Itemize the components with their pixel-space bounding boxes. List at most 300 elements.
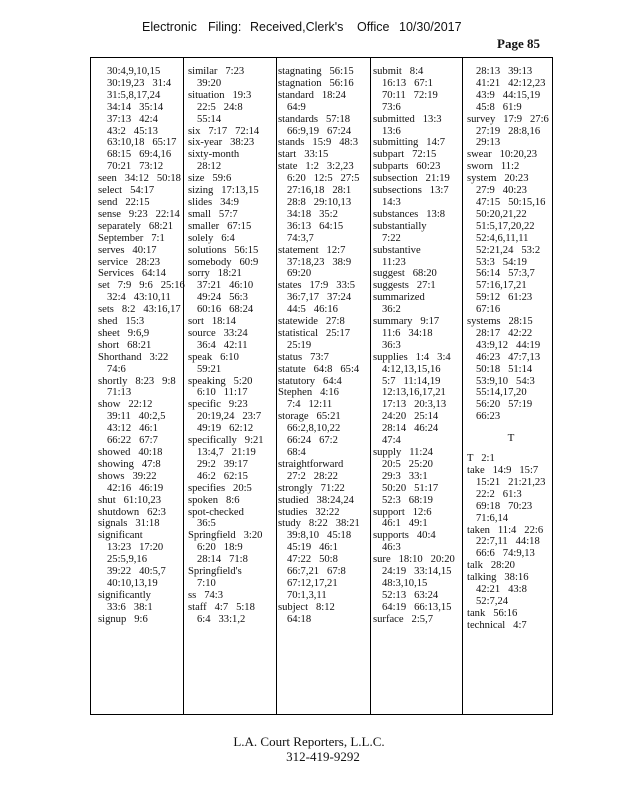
page-references: 45:8 61:9 [476,101,522,113]
index-entry [188,495,276,507]
index-entry-first-line [373,530,461,542]
index-entry [467,316,555,423]
index-term: shortly [98,375,128,387]
page-references: 64:9 [287,101,306,113]
page-references: 69:20 [287,268,312,280]
page-references: 74:3 [196,589,224,601]
index-entry [188,149,276,173]
page-references: 64:4 [315,375,342,387]
index-entry-first-line [373,507,461,519]
page-references: 52:4,6,11,11 [476,232,529,244]
index-entry [98,340,186,352]
page-number: Page 85 [497,36,540,51]
page-references: 66:24 67:2 [287,435,338,447]
filing-received: Received,Clerk's [250,20,344,34]
index-entry-first-line [278,149,366,161]
page-references: 74:3,7 [287,232,314,244]
index-entry-first-line [373,114,461,126]
index-term: studied [278,494,309,506]
index-entry-first-line [278,90,366,102]
page-references: 17:13 20:3,13 [382,399,447,411]
index-column [188,66,276,714]
page-references: 68:21 [140,220,174,232]
index-entry-first-line [98,340,186,352]
index-entry-first-line [467,608,555,620]
index-entry [188,602,276,626]
page-references: 31:5,8,17,24 [107,89,161,101]
index-entry-first-line [188,268,276,280]
index-entry-first-line [98,376,186,388]
page-references: 11:2 [492,161,520,173]
index-term: system [467,173,497,185]
page-references: 41:21 42:12,23 [476,77,546,89]
index-entry-first-line [278,78,366,90]
index-entry [467,114,555,150]
index-entry [373,292,461,316]
filing-date: 10/30/2017 [399,20,462,34]
page-references: 64:19 66:13,15 [382,601,452,613]
index-term: status [278,351,303,363]
index-entry-first-line [278,316,366,328]
page-references: 39:20 [197,77,222,89]
page-references: 20:23 [496,173,529,185]
index-entry-first-line [467,316,555,328]
index-term: shut [98,494,116,506]
index-term: select [98,185,123,197]
page-references: 47:8 [133,458,161,470]
page-references: 5:7 11:14,19 [382,375,441,387]
index-entry [373,114,461,138]
page-references: 34:9 [212,196,239,208]
index-entry [98,280,186,304]
index-entry [98,328,186,340]
index-term: start [278,149,297,161]
index-entry-first-line [188,507,276,519]
page-references: 9:17 [412,316,440,328]
page-references: 36:2 [382,304,401,316]
index-entry [467,66,555,114]
index-entry-first-line [188,221,276,233]
index-term: showed [98,447,131,458]
index-entry [278,66,366,78]
page-references: 14:3 [382,196,401,208]
index-entry-first-line [188,316,276,328]
index-entry-first-line [98,209,186,221]
index-entry [278,280,366,316]
index-entry-first-line [188,435,276,447]
page-references: 6:4 [213,232,235,244]
page-references: 11:24 [401,447,433,458]
page-references: 57:16,17,21 [476,280,527,292]
column-divider [462,58,463,714]
page-references: 49:24 56:3 [197,292,248,304]
index-entry [98,268,186,280]
page-references: 56:16 [321,77,354,89]
index-term: stagnating [278,66,322,77]
index-entry [373,316,461,352]
page-references: 68:4 [287,447,306,458]
page-references: 28:8 29:10,13 [287,196,352,208]
index-entry [373,614,461,626]
page-references: 1:4 3:4 [407,351,451,363]
index-term: submit [373,66,402,77]
page-references: 18:21 [209,268,242,280]
index-entry [278,90,366,114]
index-entry [98,518,186,530]
index-term: similar [188,66,218,77]
page-references: 39:22 [124,470,157,482]
index-term: suggest [373,268,405,280]
index-entry [98,471,186,495]
index-entry-first-line [278,280,366,292]
page-references: 6:4 33:1,2 [197,613,246,625]
page-references: 9:6 [126,613,148,625]
page-references: 72:15 [404,149,437,161]
index-entry-first-line [278,507,366,519]
index-term: statute [278,363,306,375]
index-term: solely [188,232,214,244]
index-entry [98,185,186,197]
index-entry-first-line [467,161,555,173]
page-references: 4:7 5:18 [206,601,255,613]
page-references: 12:13,16,17,21 [382,387,446,399]
index-entry-first-line [373,447,461,459]
index-term: Shorthand [98,351,142,363]
page-references: 61:10,23 [115,494,161,506]
index-term: summary [373,316,413,328]
index-entry [373,173,461,185]
page-references: 36:3 [382,339,401,351]
page-references: 8:12 [308,601,335,613]
index-term: stagnation [278,77,322,89]
page-references: 52:21,24 53:2 [476,244,541,256]
page-references: 47:4 [382,435,401,447]
index-term: speaking [188,375,226,387]
page-references: 20:5 [225,482,252,494]
page-references: 36:13 64:15 [287,220,344,232]
index-entry-first-line [278,352,366,364]
index-entry [278,78,366,90]
page-references: 66:6 74:9,13 [476,548,535,560]
index-entry [278,137,366,149]
index-entry-first-line [188,197,276,209]
index-entry [98,376,186,400]
page-references: 36:5 [197,518,216,530]
index-entry-first-line [98,328,186,340]
index-term: study [278,518,301,530]
page-references: 54:17 [122,185,155,197]
page-references: 47:15 50:15,16 [476,196,546,208]
index-entry-first-line [98,590,186,602]
index-term: supports [373,530,409,542]
index-entry [188,209,276,221]
page-references: 40:4 [408,530,436,542]
page-references: 9:21 [236,435,264,447]
page-references: 67:15 [219,220,252,232]
index-term: submitted [373,113,415,125]
index-term: sworn [467,161,493,173]
page-references: 71:13 [107,387,132,399]
index-entry-first-line [373,149,461,161]
page-references: 62:3 [139,506,166,518]
index-entry [98,316,186,328]
page-references: 27:19 28:8,16 [476,125,541,137]
index-term: smaller [188,220,220,232]
index-entry-first-line [98,304,186,316]
page-references: 64:8 65:4 [305,363,360,375]
index-entry-first-line [98,507,186,519]
index-entry [373,447,461,507]
index-term: shed [98,316,118,328]
index-entry-first-line [98,245,186,257]
page-references: 15:9 48:3 [304,137,359,149]
index-term: systems [467,316,501,328]
index-entry-first-line [98,530,186,542]
index-entry [278,459,366,483]
page-references: 27:8 [318,316,345,328]
page-references: 43:2 45:13 [107,125,158,137]
index-entry-first-line [278,602,366,614]
index-entry [98,530,186,590]
index-entry-first-line [188,399,276,411]
page-references: 6:20 12:5 27:5 [287,173,360,185]
index-entry-first-line [373,66,461,78]
index-entry-first-line [98,518,186,530]
index-entry-first-line [467,114,555,126]
page-references: 49:19 62:12 [197,423,254,435]
page-references: 8:4 [401,66,424,77]
page-references: 18:10 20:20 [390,554,455,566]
page-references: 56:15 [321,66,354,77]
index-term: taken [467,524,490,536]
page-references: 27:2 28:22 [287,470,338,482]
page-references: 27:1 [408,280,436,292]
index-frame [90,57,553,715]
index-entry-first-line [188,149,276,161]
index-entry [278,602,366,626]
index-entry [278,245,366,281]
page-references: 9:23 [220,399,248,411]
index-entry [467,572,555,608]
page-references: 1:2 3:2,23 [297,161,354,173]
index-entry-first-line [373,185,461,197]
page-references: 59:21 [197,363,222,375]
page-references: 48:3,10,15 [382,577,428,589]
page-references: 36:4 42:11 [197,339,248,351]
index-entry [98,507,186,519]
page-references: 74:6 [107,363,126,375]
index-term: tank [467,607,486,619]
index-term: significant [98,530,143,542]
index-entry [278,507,366,519]
page-references: 20:19,24 23:7 [197,411,262,423]
page-references: 33:24 [215,327,248,339]
page-references: 68:21 [119,339,152,351]
page-references: 10:20,23 [491,149,538,161]
page-references: 24:19 33:14,15 [382,566,452,578]
index-entry [98,495,186,507]
index-term: signup [98,613,127,625]
index-term: Springfield's [188,566,242,578]
index-entry [188,530,276,566]
page-references: 45:19 46:1 [287,542,338,554]
index-entry-first-line [373,280,461,292]
index-entry [278,114,366,138]
index-term: serves [98,244,125,256]
index-entry-first-line [373,161,461,173]
page-references: 46:2 62:15 [197,470,248,482]
index-entry [373,137,461,149]
index-term: state [278,161,298,173]
index-term: studies [278,506,308,518]
page-references: 28:13 39:13 [476,66,533,77]
page-references: 56:16 [485,607,518,619]
index-term: straightforward [278,458,344,470]
index-column [467,66,555,714]
index-entry-first-line [98,233,186,245]
page-references: 18:14 [203,316,236,328]
index-entry-first-line [467,560,555,572]
page-references: 28:15 [500,316,533,328]
index-entry-first-line [278,518,366,530]
index-entry [373,554,461,614]
page-references: 67:12,17,21 [287,577,338,589]
page-references: 17:9 27:6 [495,113,549,125]
index-entry [373,245,461,269]
index-term: set [98,280,110,292]
index-entry-first-line [278,66,366,78]
page-references: 20:5 25:20 [382,458,433,470]
page-references: 59:6 [204,173,232,185]
page-references: 43:12 46:1 [107,423,158,435]
page-references: 28:12 [197,161,222,173]
index-entry-first-line [373,245,461,257]
index-term: subparts [373,161,409,173]
index-entry [373,149,461,161]
page-references: 11:4 22:6 [489,524,544,536]
index-entry-first-line [98,495,186,507]
index-term: short [98,339,120,351]
page-references: 32:22 [307,506,340,518]
index-term: standard [278,89,314,101]
index-term: sizing [188,185,214,197]
index-term: staff [188,601,207,613]
page-references: 66:9,19 67:24 [287,125,352,137]
index-entry-first-line [98,197,186,209]
page-references: 13:23 17:20 [107,542,164,554]
index-entry [278,376,366,388]
page-references: 52:13 63:24 [382,589,439,601]
index-term: speak [188,351,213,363]
index-entry [373,221,461,245]
index-entry-first-line [98,352,186,364]
page-references: 56:20 57:19 [476,399,533,411]
page-references: 70:11 72:19 [382,89,438,101]
page-references: 28:14 46:24 [382,423,439,435]
index-entry [188,90,276,126]
index-term: substances [373,208,419,220]
page-references: 28:14 71:8 [197,554,248,566]
index-term: substantive [373,244,421,256]
page-references: 46:23 47:7,13 [476,351,541,363]
index-entry [188,316,276,328]
index-term: ss [188,589,197,601]
index-term: subsections [373,185,422,197]
index-entry [278,495,366,507]
page-references: 50:20,21,22 [476,208,527,220]
index-term: somebody [188,256,232,268]
index-term: Springfield [188,530,236,542]
index-term: surface [373,613,404,625]
index-term: summarized [373,292,425,304]
index-term: supplies [373,351,408,363]
index-entry-first-line [188,126,276,138]
index-term: sorry [188,268,210,280]
page-references: 52:7,24 [476,595,509,607]
page-references: 57:18 [318,113,351,125]
index-entry-first-line [188,566,276,578]
index-entry-first-line [278,364,366,376]
index-term: slides [188,196,213,208]
page-references: 22:2 61:3 [476,488,522,500]
index-entry-first-line [278,459,366,471]
index-entry [373,161,461,173]
index-entry-first-line [373,221,461,233]
index-entry-first-line [188,602,276,614]
index-entry [188,352,276,376]
index-term: submitting [373,137,419,149]
page-references: 40:17 [124,244,157,256]
index-term: significantly [98,589,151,601]
index-entry [188,590,276,602]
page-references: 38:16 [496,572,529,584]
index-entry [98,304,186,316]
page-references: 33:15 [296,149,329,161]
page-references: 13:4,7 21:19 [197,447,256,458]
index-entry [467,161,555,173]
index-term: statewide [278,316,319,328]
index-entry-first-line [188,590,276,602]
index-term: Stephen [278,387,313,399]
index-entry-first-line [188,209,276,221]
index-entry [278,161,366,244]
page-references: 6:10 [212,351,239,363]
page-references: 13:7 [421,185,449,197]
page-references: 9:6,9 [119,327,150,339]
index-entry-first-line [98,257,186,269]
index-entry-first-line [188,257,276,269]
page-references: 8:23 9:8 [127,375,176,387]
index-term: sure [373,554,391,566]
index-entry [188,507,276,531]
index-term: spoken [188,494,219,506]
page-references: 5:20 [225,375,253,387]
index-entry-first-line [373,137,461,149]
page-references: 2:5,7 [403,613,434,625]
index-entry-first-line [98,221,186,233]
index-entry [278,518,366,601]
index-term: specifically [188,435,237,447]
index-entry-first-line [373,614,461,626]
index-entry [188,185,276,197]
page-references: 11:6 34:18 [382,327,433,339]
page-references: 22:15 [117,196,150,208]
page-references: 11:23 [382,256,406,268]
index-term: separately [98,220,141,232]
index-term: subpart [373,149,405,161]
index-entry [98,257,186,269]
index-entry [467,453,555,465]
